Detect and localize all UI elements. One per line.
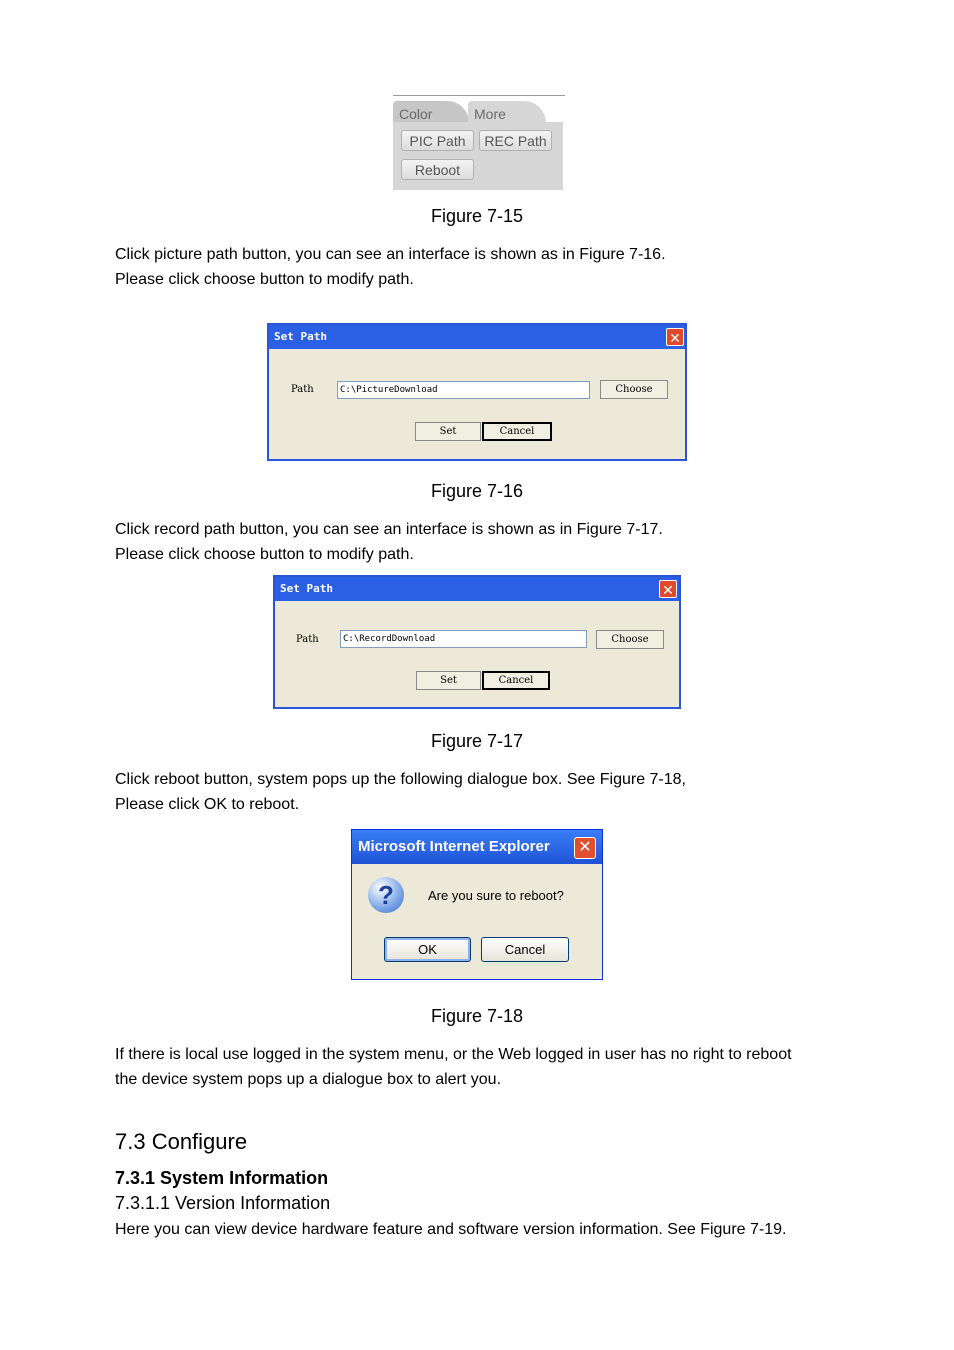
reboot-button[interactable]: Reboot	[401, 159, 474, 180]
paragraph: Click reboot button, system pops up the following dialogue box. See Figure 7-18,	[115, 771, 686, 788]
paragraph: the device system pops up a dialogue box to alert you.	[115, 1071, 502, 1088]
choose-button[interactable]: Choose	[596, 630, 664, 649]
paragraph: Please click choose button to modify path.	[115, 546, 414, 563]
choose-button[interactable]: Choose	[600, 380, 668, 399]
paragraph: Click record path button, you can see an interface is shown as in Figure 7-17.	[115, 521, 663, 538]
subsubsection-heading: 7.3.1.1 Version Information	[115, 1193, 331, 1213]
rec-path-button[interactable]: REC Path	[479, 130, 552, 151]
set-button[interactable]: Set	[416, 671, 481, 690]
dialog-message: Are you sure to reboot?	[428, 888, 564, 903]
tab-more[interactable]: More	[468, 101, 546, 123]
dialog-title: Microsoft Internet Explorer	[352, 830, 602, 864]
figure-caption: Figure 7-17	[430, 731, 524, 751]
figure-caption: Figure 7-16	[430, 481, 524, 501]
path-label: Path	[291, 384, 314, 395]
paragraph: Here you can view device hardware feature and software version information. See Figure 7-19.	[115, 1221, 787, 1238]
subsection-heading: 7.3.1 System Information	[115, 1168, 329, 1188]
dialog-title: Set Path	[269, 325, 685, 349]
path-input[interactable]: C:\RecordDownload	[340, 630, 587, 648]
close-icon[interactable]: ✕	[666, 328, 684, 346]
paragraph: If there is local use logged in the system menu, or the Web logged in user has no right to reboot	[115, 1046, 792, 1063]
set-path-dialog-record	[273, 575, 681, 709]
set-path-dialog-picture	[267, 323, 687, 461]
cancel-button[interactable]: Cancel	[481, 937, 569, 962]
question-icon: ?	[368, 877, 404, 913]
figure-caption: Figure 7-15	[430, 206, 524, 226]
reboot-confirm-dialog	[351, 829, 603, 980]
figure-caption: Figure 7-18	[430, 1006, 524, 1026]
close-icon[interactable]: ✕	[659, 580, 677, 598]
cancel-button[interactable]: Cancel	[482, 422, 552, 441]
set-button[interactable]: Set	[415, 422, 481, 441]
paragraph: Please click OK to reboot.	[115, 796, 300, 813]
pic-path-button[interactable]: PIC Path	[401, 130, 474, 151]
tab-bar	[393, 96, 565, 122]
tab-panel	[393, 122, 563, 190]
path-input[interactable]: C:\PictureDownload	[337, 381, 590, 399]
ok-button[interactable]: OK	[384, 937, 471, 962]
path-label: Path	[296, 634, 319, 645]
cancel-button[interactable]: Cancel	[482, 671, 550, 690]
dialog-title: Set Path	[275, 577, 679, 601]
paragraph: Click picture path button, you can see an interface is shown as in Figure 7-16.	[115, 246, 666, 263]
close-icon[interactable]: ✕	[574, 837, 596, 859]
tab-color[interactable]: Color	[393, 101, 469, 123]
paragraph: Please click choose button to modify path.	[115, 271, 414, 288]
figure-7-15	[393, 95, 565, 190]
section-heading: 7.3 Configure	[115, 1129, 248, 1154]
